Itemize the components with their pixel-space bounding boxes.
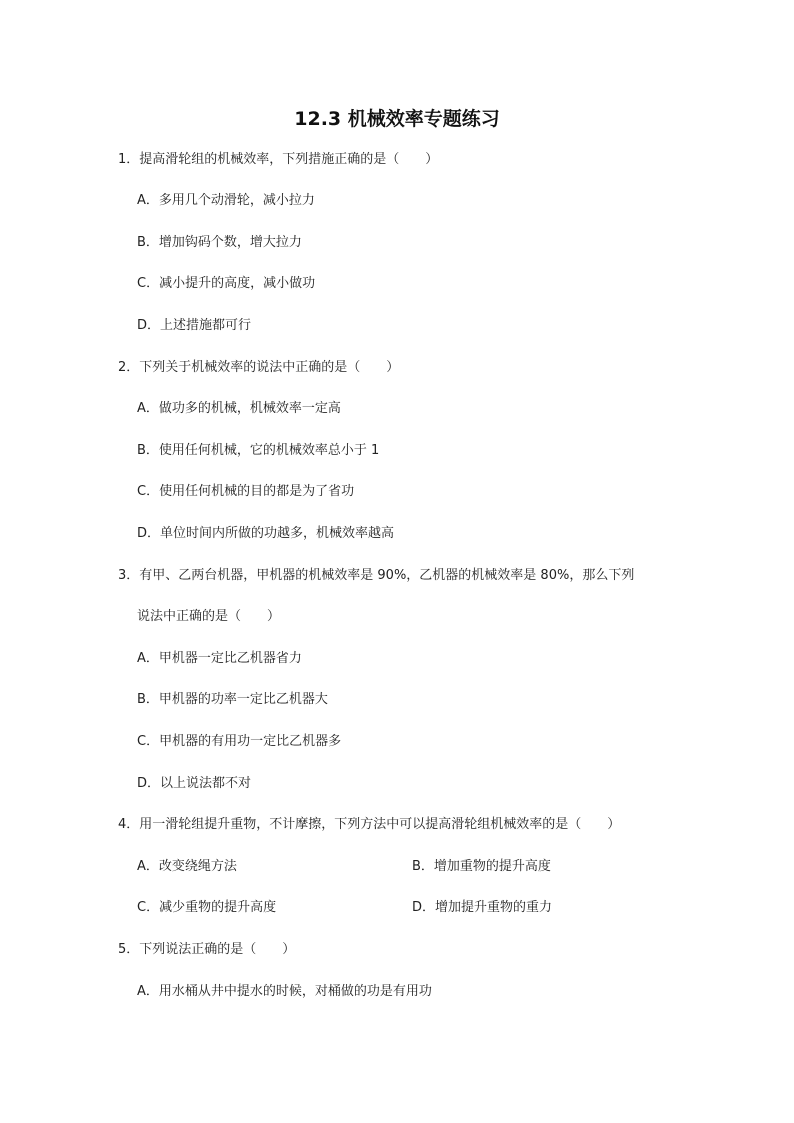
question-3-option-b: B．甲机器的功率一定比乙机器大 [137, 692, 328, 707]
question-2-option-d: D．单位时间内所做的功越多，机械效率越高 [137, 526, 395, 541]
question-4-option-d: D．增加提升重物的重力 [412, 900, 553, 915]
question-1-option-a: A．多用几个动滑轮，减小拉力 [137, 193, 315, 208]
question-1-option-d: D．上述措施都可行 [137, 318, 252, 333]
question-3-option-c: C．甲机器的有用功一定比乙机器多 [137, 734, 342, 749]
question-1-stem: 1．提高滑轮组的机械效率，下列措施正确的是（ ） [118, 152, 439, 167]
question-2-option-a: A．做功多的机械，机械效率一定高 [137, 401, 341, 416]
question-4-option-a: A．改变绕绳方法 [137, 859, 237, 874]
question-4-stem: 4．用一滑轮组提升重物，不计摩擦，下列方法中可以提高滑轮组机械效率的是（ ） [118, 817, 621, 832]
question-1-option-b: B．增加钩码个数，增大拉力 [137, 235, 302, 250]
question-3-stem-continued: 说法中正确的是（ ） [137, 609, 281, 624]
question-3-stem: 3．有甲、乙两台机器，甲机器的机械效率是 90%，乙机器的机械效率是 80%，那么下列 [118, 568, 635, 583]
question-4-option-b: B．增加重物的提升高度 [412, 859, 551, 874]
question-2-option-c: C．使用任何机械的目的都是为了省功 [137, 484, 355, 499]
question-5-option-a: A．用水桶从井中提水的时候，对桶做的功是有用功 [137, 984, 432, 999]
question-3-option-a: A．甲机器一定比乙机器省力 [137, 651, 302, 666]
question-1-option-c: C．减小提升的高度，减小做功 [137, 276, 316, 291]
question-4-option-c: C．减少重物的提升高度 [137, 900, 277, 915]
page-title: 12.3 机械效率专题练习 [294, 108, 500, 130]
question-5-stem: 5．下列说法正确的是（ ） [118, 942, 296, 957]
question-2-option-b: B．使用任何机械，它的机械效率总小于 1 [137, 443, 380, 458]
question-3-option-d: D．以上说法都不对 [137, 776, 252, 791]
question-2-stem: 2．下列关于机械效率的说法中正确的是（ ） [118, 360, 400, 375]
